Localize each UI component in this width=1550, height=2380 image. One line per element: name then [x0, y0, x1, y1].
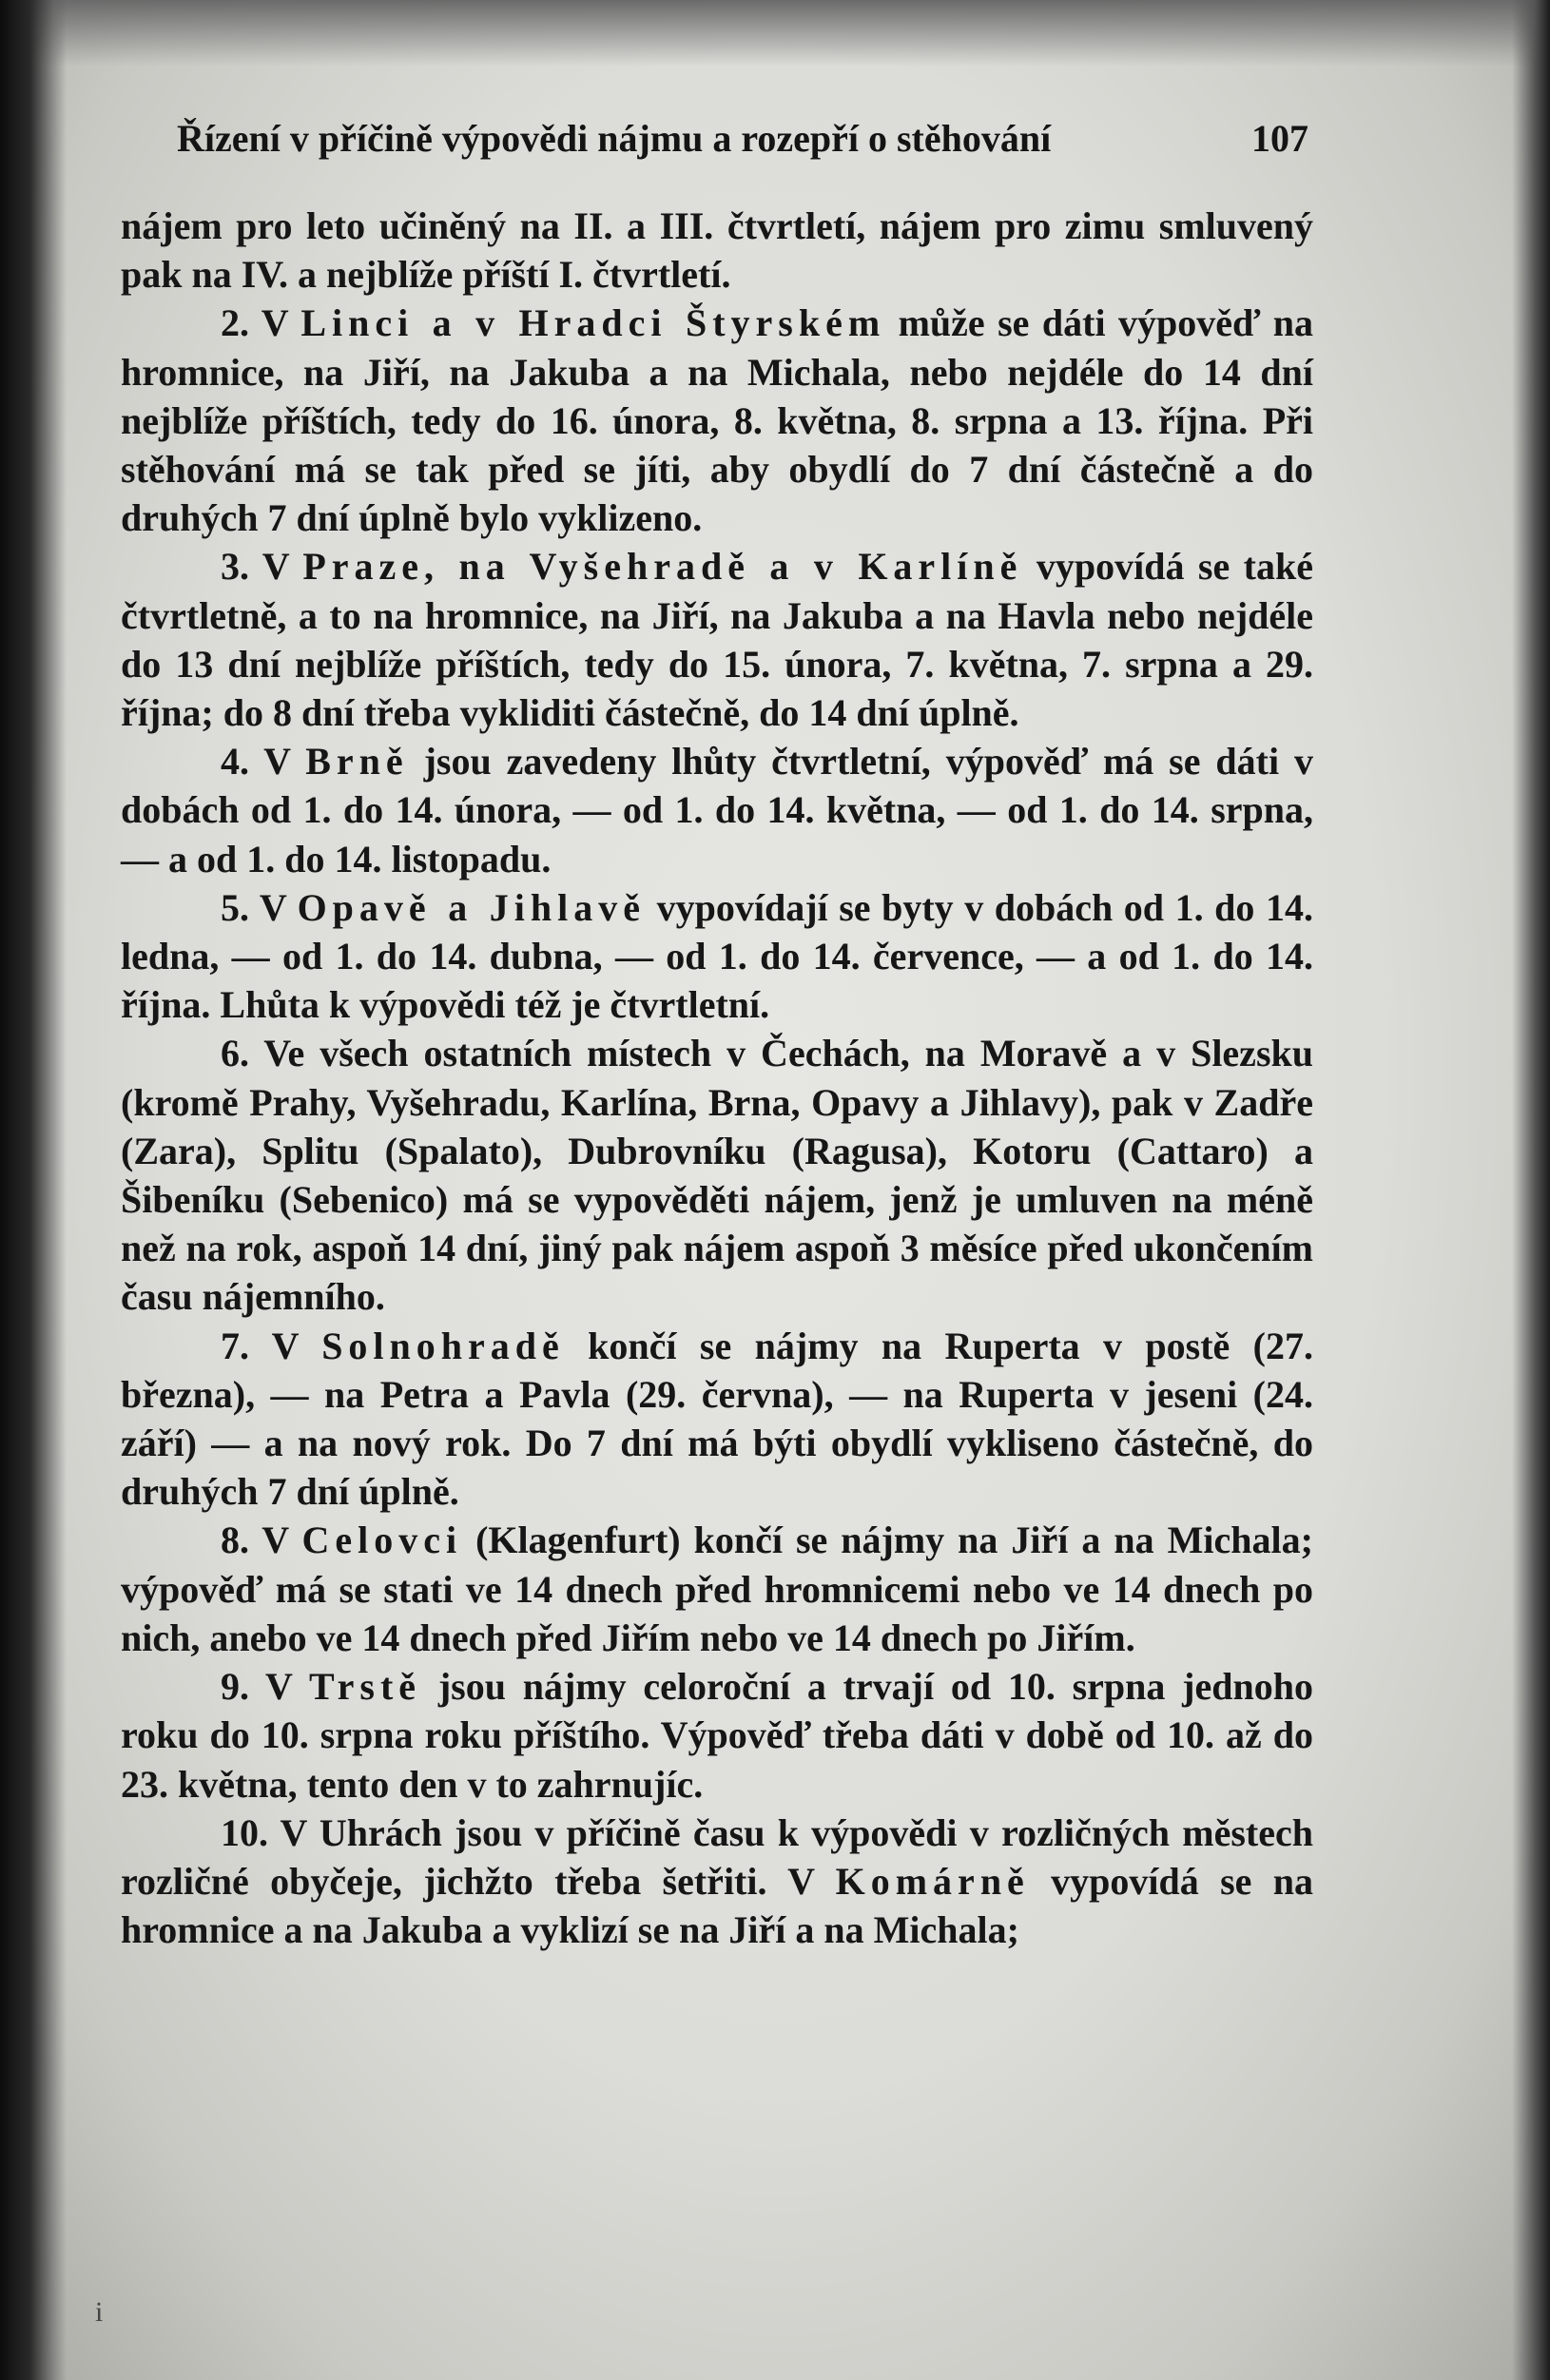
paragraph-3 [121, 542, 1313, 737]
paragraph-9 [121, 1662, 1313, 1809]
paragraph-5 [121, 883, 1313, 1030]
paragraph-lead: 10. V Uhrách jsou v příčině času k výpovědi v rozličných městech rozličné obyčeje, jichžto třeba šetřiti. V [121, 1810, 1313, 1903]
paragraph-text: Ve všech ostatních místech v Čechách, na Moravě a v Slezsku (kromě Prahy, Vyšehradu, Karlína, Brna, Opavy a Jihlavy), pak v Zadře (Zara), Splitu (Spalato), Dubrovníku (Ragusa), Kotoru (Cattaro) a Šibeníku (Sebenico) má se vypověděti nájem, jenž je umluven na méně než na rok, aspoň 14 dní, jiný pak nájem aspoň 3 měsíce před ukončením času nájemního. [121, 1032, 1313, 1319]
paragraph-8 [121, 1516, 1313, 1662]
page-header [177, 116, 1308, 173]
paragraph-4 [121, 737, 1313, 883]
paragraph-lead: 4. V [221, 740, 306, 784]
margin-mark: i [95, 2296, 104, 2328]
scan-shadow-left [0, 0, 67, 2380]
paragraph-lead: 5. V [221, 885, 298, 929]
paragraph-lead: 9. V [221, 1665, 309, 1709]
paragraph-text: vypovídá se na hromnice a na Jakuba a vyklizí se na Jiří a na Michala; [121, 1859, 1314, 1952]
paragraph-text: (Klagenfurt) končí se nájmy na Jiří a na Michala; výpověď má se stati ve 14 dnech před hromnicemi nebo ve 14 dnech po nich, anebo ve 14 dnech před Jiřím nebo ve 14 dnech po Jiřím. [121, 1519, 1313, 1659]
paragraph-7 [121, 1322, 1313, 1517]
paragraph-text: může se dáti výpověď na hromnice, na Jiří, na Jakuba a na Michala, nebo nejdéle do 14 dní nejblíže příštích, tedy do 16. února, 8. května, 8. srpna a 13. října. Při stěhování má se tak před se jíti, aby obydlí do 7 dní částečně a do druhých 7 dní úplně bylo vyklizeno. [121, 301, 1314, 540]
running-title: Řízení v příčině výpovědi nájmu a rozepří o stěhování [177, 117, 1052, 160]
place-name-spaced: Linci a v Hradci Štyrském [300, 301, 886, 345]
paragraph-lead: 2. V [221, 301, 301, 345]
paragraph-lead: 7. V [221, 1324, 322, 1367]
place-name-spaced: Trstě [308, 1665, 422, 1709]
place-name-spaced: Solnohradě [321, 1324, 565, 1367]
paragraph-2 [121, 299, 1313, 542]
body-text [121, 202, 1313, 1954]
place-name-spaced: Celovci [301, 1519, 463, 1562]
paragraph-text: končí se nájmy na Ruperta v postě (27. března), — na Petra a Pavla (29. června), — na Ruperta v jeseni (24. září) — a na nový rok. Do 7 dní má býti obydlí vykliseno částečně, do druhých 7 dní úplně. [121, 1324, 1313, 1514]
paragraph-10 [121, 1809, 1313, 1955]
paragraph-text: vypovídá se také čtvrtletně, a to na hromnice, na Jiří, na Jakuba a na Havla nebo nejdéle do 13 dní nejblíže příštích, tedy do 15. února, 7. května, 7. srpna a 29. října; do 8 dní třeba vykliditi částečně, do 14 dní úplně. [121, 545, 1313, 735]
place-name-spaced: Komárně [835, 1859, 1030, 1903]
paragraph-continuation [121, 202, 1313, 299]
scan-shadow-right [1512, 0, 1550, 2380]
paragraph-text: nájem pro leto učiněný na II. a III. čtvrtletí, nájem pro zimu smluvený pak na IV. a nejblíže příští I. čtvrtletí. [121, 204, 1313, 297]
paragraph-text: jsou zavedeny lhůty čtvrtletní, výpověď má se dáti v dobách od 1. do 14. února, — od 1. do 14. května, — od 1. do 14. srpna, — a od 1. do 14. listopadu. [121, 740, 1313, 880]
scan-shadow-top [0, 0, 1550, 67]
paragraph-text: vypovídají se byty v dobách od 1. do 14. ledna, — od 1. do 14. dubna, — od 1. do 14. července, — a od 1. do 14. října. Lhůta k výpovědi též je čtvrtletní. [121, 885, 1313, 1027]
paragraph-6 [121, 1029, 1313, 1321]
paragraph-lead: 3. V [221, 545, 303, 589]
paragraph-lead: 8. V [221, 1519, 302, 1562]
place-name-spaced: Praze, na Vyšehradě a v Karlíně [302, 545, 1023, 589]
place-name-spaced: Brně [305, 740, 409, 784]
page-number: 107 [1251, 117, 1308, 160]
paragraph-text: jsou nájmy celoroční a trvají od 10. srpna jednoho roku do 10. srpna roku příštího. Výpověď třeba dáti v době od 10. až do 23. května, tento den v to zahrnujíc. [121, 1665, 1313, 1806]
place-name-spaced: Opavě a Jihlavě [297, 885, 647, 929]
paragraph-lead: 6. [221, 1032, 264, 1075]
